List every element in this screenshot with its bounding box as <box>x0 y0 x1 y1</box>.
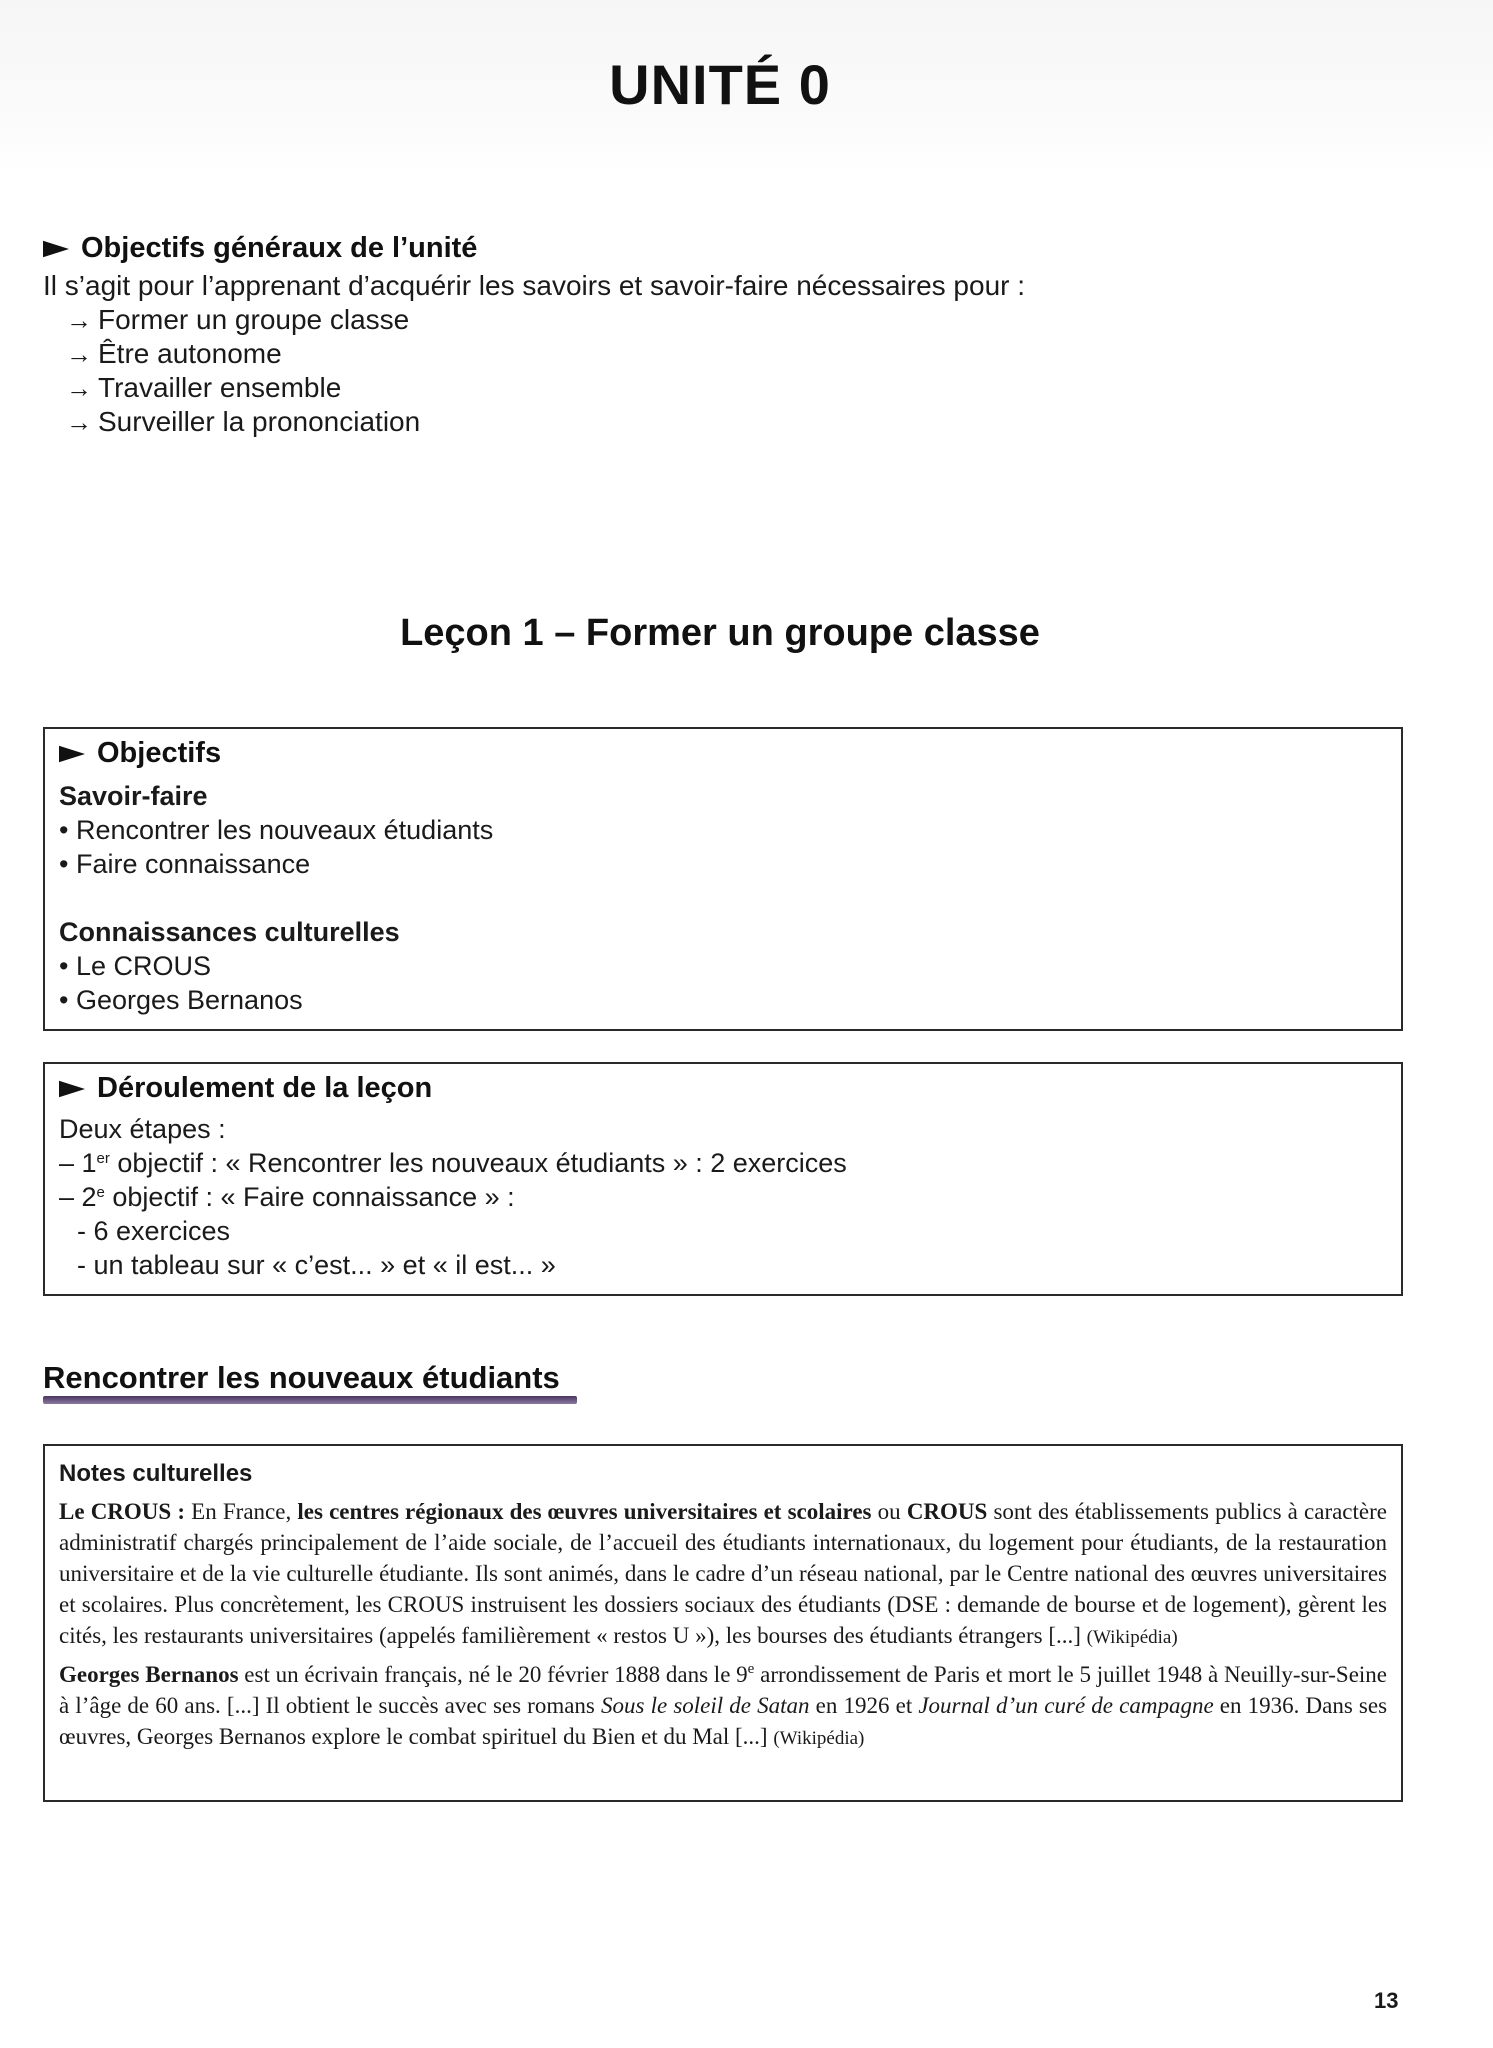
deroulement-step-1: – 1er objectif : « Rencontrer les nouveaux étudiants » : 2 exercices <box>59 1148 847 1178</box>
deroulement-step-2: – 2e objectif : « Faire connaissance » : <box>59 1182 515 1212</box>
bernanos-note: Georges Bernanos est un écrivain français, né le 20 février 1888 dans le 9e arrondissement de Paris et mort le 5 juillet 1948 à Neuilly-sur-Seine à l’âge de 60 ans. [...] Il obtient le succès avec ses romans Sous le soleil de Satan en 1926 et Journal d’un curé de campagne en 1936. Dans ses œuvres, Georges Bernanos explore le combat spirituel du Bien et du Mal [...] (Wikipédia) <box>59 1661 1388 1749</box>
general-objectives-title: Objectifs généraux de l’unité <box>81 232 478 264</box>
section-underline <box>43 1396 577 1404</box>
list-item: • Georges Bernanos <box>59 983 493 1017</box>
deroulement-body <box>59 1112 847 1282</box>
section-title: Rencontrer les nouveaux étudiants <box>43 1360 560 1395</box>
deroulement-box <box>43 1062 1403 1296</box>
list-item: → Surveiller la prononciation <box>66 406 421 437</box>
unit-title: UNITÉ 0 <box>609 53 831 116</box>
notes-box <box>43 1444 1403 1802</box>
arrowhead-icon <box>59 745 85 762</box>
deroulement-sub-2: - un tableau sur « c’est... » et « il est... » <box>77 1250 556 1280</box>
list-item: → Être autonome <box>66 338 282 369</box>
deroulement-sub-1: - 6 exercices <box>77 1216 231 1246</box>
arrowhead-icon <box>43 240 69 257</box>
source-label: (Wikipédia) <box>773 1728 865 1749</box>
list-item: → Travailler ensemble <box>66 372 342 403</box>
right-arrow-icon: → <box>66 304 92 335</box>
right-arrow-icon: → <box>66 406 92 437</box>
general-objectives-list <box>66 303 420 439</box>
objectives-body <box>59 779 493 1017</box>
deroulement-intro: Deux étapes : <box>59 1114 226 1144</box>
list-item: • Faire connaissance <box>59 847 493 881</box>
objectives-box <box>43 727 1403 1031</box>
source-label: (Wikipédia) <box>1086 1627 1178 1648</box>
general-objectives-heading <box>43 232 477 265</box>
objectives-heading: Objectifs <box>59 737 221 770</box>
lesson-title: Leçon 1 – Former un groupe classe <box>400 612 1040 654</box>
crous-note: Le CROUS : En France, les centres régionaux des œuvres universitaires et scolaires ou CROUS sont des établissements publics à caractère administratif chargés principalement de l’aide sociale, de l’accueil des étudiants internationaux, du logement pour étudiants, de la restauration universitaire et de la vie culturelle étudiante. Ils sont animés, dans le cadre d’un réseau national, par le Centre national des œuvres universitaires et scolaires. Plus concrètement, les CROUS instruisent les dossiers sociaux des étudiants (DSE : demande de bourse et de logement), gèrent les cités, les restaurants universitaires (appelés familièrement « restos U »), les bourses des étudiants étrangers [...] (Wikipédia) <box>59 1499 1387 1648</box>
list-item: • Rencontrer les nouveaux étudiants <box>59 813 493 847</box>
spacer <box>59 881 493 915</box>
notes-heading: Notes culturelles <box>59 1460 253 1487</box>
savoir-faire-label: Savoir-faire <box>59 781 208 811</box>
right-arrow-icon: → <box>66 338 92 369</box>
page-number: 13 <box>1374 1988 1399 2013</box>
list-item: • Le CROUS <box>59 949 493 983</box>
list-item: → Former un groupe classe <box>66 304 410 335</box>
right-arrow-icon: → <box>66 372 92 403</box>
deroulement-heading: Déroulement de la leçon <box>59 1072 432 1105</box>
culture-label: Connaissances culturelles <box>59 917 400 947</box>
arrowhead-icon <box>59 1080 85 1097</box>
general-objectives-intro: Il s’agit pour l’apprenant d’acquérir les savoirs et savoir-faire nécessaires pour : <box>43 270 1026 301</box>
